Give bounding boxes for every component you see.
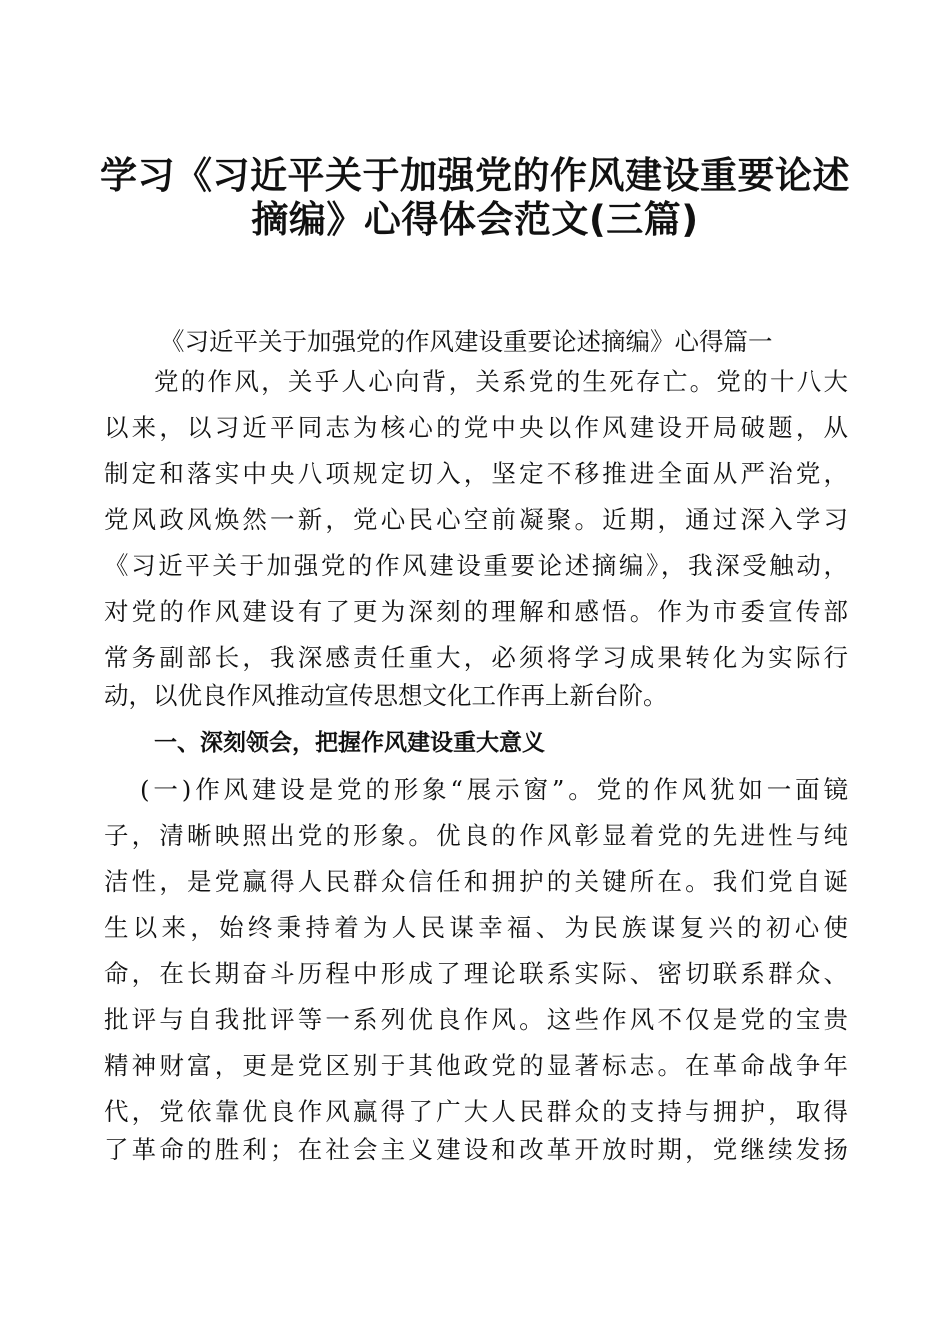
paragraph-2-line-7: 精神财富，更是党区别于其他政党的显著标志。在革命战争年 — [104, 1051, 848, 1080]
paragraph-1-line-4: 党风政风焕然一新，党心民心空前凝聚。近期，通过深入学习 — [104, 505, 848, 534]
paragraph-1-line-3: 制定和落实中央八项规定切入，坚定不移推进全面从严治党， — [104, 459, 848, 488]
paragraph-1-line-5: 《习近平关于加强党的作风建设重要论述摘编》，我深受触动， — [104, 551, 848, 580]
paragraph-1-line-6: 对党的作风建设有了更为深刻的理解和感悟。作为市委宣传部 — [104, 597, 848, 626]
paragraph-2-line-2: 子，清晰映照出党的形象。优良的作风彰显着党的先进性与纯 — [104, 821, 848, 850]
paragraph-2-line-8: 代，党依靠优良作风赢得了广大人民群众的支持与拥护，取得 — [104, 1097, 848, 1126]
paragraph-2-line-6: 批评与自我批评等一系列优良作风。这些作风不仅是党的宝贵 — [104, 1005, 848, 1034]
paragraph-2-line-9: 了革命的胜利；在社会主义建设和改革开放时期，党继续发扬 — [104, 1135, 848, 1164]
paragraph-2-line-5: 命，在长期奋斗历程中形成了理论联系实际、密切联系群众、 — [104, 959, 848, 988]
paragraph-1-line-7: 常务副部长，我深感责任重大，必须将学习成果转化为实际行 — [104, 643, 848, 672]
article-subtitle: 《习近平关于加强党的作风建设重要论述摘编》心得篇一 — [160, 327, 773, 356]
document-title-line-1: 学习《习近平关于加强党的作风建设重要论述 — [100, 154, 850, 197]
paragraph-2-line-3: 洁性，是党赢得人民群众信任和拥护的关键所在。我们党自诞 — [104, 867, 848, 896]
paragraph-1-line-8: 动，以优良作风推动宣传思想文化工作再上新台阶。 — [104, 681, 668, 710]
paragraph-1-line-1: 党的作风，关乎人心向背，关系党的生死存亡。党的十八大 — [154, 367, 848, 396]
section-heading-1: 一、深刻领会，把握作风建设重大意义 — [154, 730, 545, 756]
paragraph-2-line-1: (一)作风建设是党的形象“展示窗”。党的作风犹如一面镜 — [140, 775, 848, 804]
paragraph-1-line-2: 以来，以习近平同志为核心的党中央以作风建设开局破题，从 — [104, 413, 848, 442]
document-title-line-2: 摘编》心得体会范文(三篇) — [251, 198, 699, 241]
paragraph-2-line-4: 生以来，始终秉持着为人民谋幸福、为民族谋复兴的初心使 — [104, 913, 848, 942]
